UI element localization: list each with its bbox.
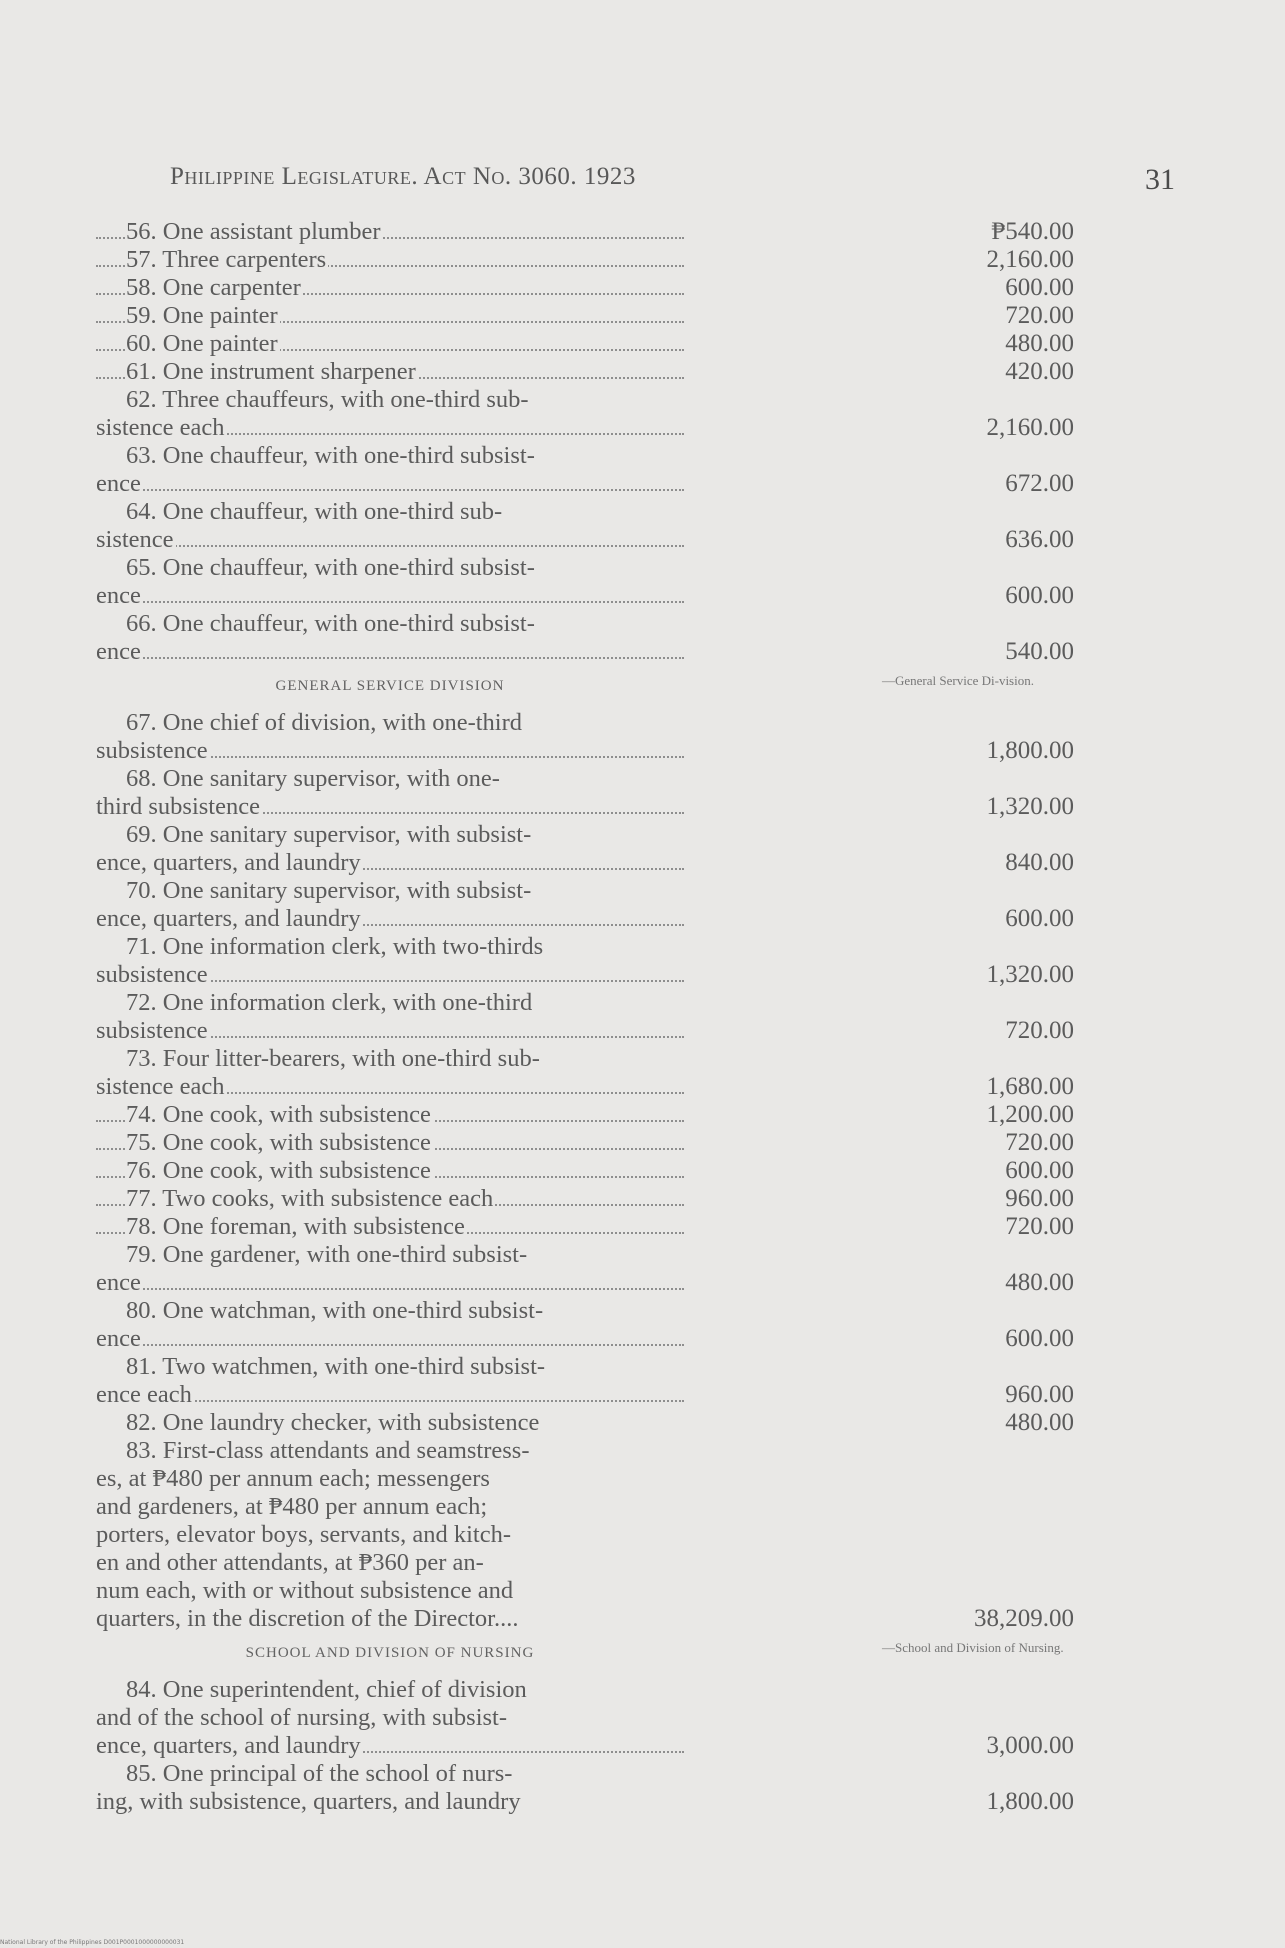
footer-stamp: National Library of the Philippines D001P0001000000000031 [0, 1939, 185, 1946]
description-text: third subsistence [96, 793, 260, 820]
description-line [96, 638, 684, 666]
description-text: 84. One superintendent, chief of division [126, 1676, 527, 1703]
line-item [96, 1157, 1074, 1185]
line-item [96, 1241, 1074, 1297]
line-item-description [96, 442, 684, 498]
amount: 600.00 [1005, 1325, 1074, 1352]
line-item-description [96, 1045, 684, 1101]
description-line [96, 1605, 684, 1633]
description-text: ence, quarters, and laundry [96, 849, 361, 876]
line-item-description [96, 1213, 684, 1241]
appropriation-list [96, 218, 1074, 1816]
description-line [96, 1157, 684, 1185]
line-item [96, 1185, 1074, 1213]
description-line [96, 989, 684, 1017]
amount: 960.00 [1005, 1381, 1074, 1408]
description-line [96, 821, 684, 849]
amount: 540.00 [1005, 638, 1074, 665]
amount: 1,200.00 [986, 1101, 1074, 1128]
amount: 600.00 [1005, 905, 1074, 932]
line-item-description [96, 1437, 684, 1633]
description-line [96, 302, 684, 330]
description-line [96, 1409, 684, 1437]
amount: 720.00 [1005, 1213, 1074, 1240]
amount: 720.00 [1005, 1017, 1074, 1044]
description-line [96, 1185, 684, 1213]
description-line [96, 849, 684, 877]
line-item [96, 1213, 1074, 1241]
description-line [96, 582, 684, 610]
line-item [96, 877, 1074, 933]
page-number: 31 [1145, 163, 1175, 196]
line-item-description [96, 709, 684, 765]
running-head: Philippine Legislature. Act No. 3060. 1923 [170, 163, 636, 190]
description-text: 68. One sanitary supervisor, with one- [126, 765, 500, 792]
line-item [96, 1437, 1074, 1633]
line-item [96, 442, 1074, 498]
description-text: sistence each [96, 1073, 225, 1100]
description-line [96, 610, 684, 638]
description-text: ence [96, 582, 141, 609]
line-item [96, 709, 1074, 765]
description-text: ence, quarters, and laundry [96, 1732, 361, 1759]
amount: 636.00 [1005, 526, 1074, 553]
line-item-description [96, 1676, 684, 1760]
description-text: subsistence [96, 737, 208, 764]
description-line [96, 1045, 684, 1073]
dot-leader [96, 601, 684, 603]
description-text: 80. One watchman, with one-third subsist- [126, 1297, 544, 1324]
amount: 420.00 [1005, 358, 1074, 385]
description-text: quarters, in the discretion of the Director.... [96, 1605, 519, 1632]
line-item-description [96, 877, 684, 933]
description-text: ing, with subsistence, quarters, and laundry [96, 1788, 521, 1815]
description-text: num each, with or without subsistence and [96, 1577, 514, 1604]
line-item [96, 302, 1074, 330]
description-text: 79. One gardener, with one-third subsist- [126, 1241, 528, 1268]
description-line [96, 709, 684, 737]
description-line [96, 1017, 684, 1045]
description-line [96, 905, 684, 933]
description-line [96, 961, 684, 989]
amount: 1,800.00 [986, 737, 1074, 764]
line-item-description [96, 1101, 684, 1129]
line-item [96, 1101, 1074, 1129]
line-item-description [96, 302, 684, 330]
description-text: es, at ₱480 per annum each; messengers [96, 1465, 490, 1492]
line-item [96, 1760, 1074, 1816]
description-text: and of the school of nursing, with subsist- [96, 1704, 508, 1731]
amount: 1,800.00 [986, 1788, 1074, 1815]
line-item [96, 765, 1074, 821]
description-line [96, 274, 684, 302]
line-item [96, 218, 1074, 246]
description-text: 64. One chauffeur, with one-third sub- [126, 498, 503, 525]
description-line [96, 765, 684, 793]
description-line [96, 1676, 684, 1704]
description-text: 65. One chauffeur, with one-third subsist- [126, 554, 535, 581]
dot-leader [96, 545, 684, 547]
description-line [96, 1760, 684, 1788]
amount: 1,320.00 [986, 961, 1074, 988]
description-line [96, 1325, 684, 1353]
description-text: subsistence [96, 961, 208, 988]
description-text: ence each [96, 1381, 192, 1408]
amount: 600.00 [1005, 1157, 1074, 1184]
description-line [96, 554, 684, 582]
description-line [96, 1437, 684, 1465]
description-line [96, 498, 684, 526]
description-text: 63. One chauffeur, with one-third subsist- [126, 442, 535, 469]
description-line [96, 1353, 684, 1381]
line-item [96, 1676, 1074, 1760]
line-item-description [96, 1409, 684, 1437]
description-text: 85. One principal of the school of nurs- [126, 1760, 513, 1787]
description-text: ence, quarters, and laundry [96, 905, 361, 932]
line-item-description [96, 498, 684, 554]
description-line [96, 1732, 684, 1760]
section-heading [96, 673, 1034, 695]
amount: ₱540.00 [991, 218, 1074, 245]
description-line [96, 1549, 684, 1577]
description-text: porters, elevator boys, servants, and kitch- [96, 1521, 512, 1548]
description-line [96, 358, 684, 386]
line-item-description [96, 1185, 684, 1213]
line-item [96, 274, 1074, 302]
section-heading-text: SCHOOL AND DIVISION OF NURSING [245, 1645, 535, 1661]
description-line [96, 414, 684, 442]
description-line [96, 470, 684, 498]
line-item [96, 1297, 1074, 1353]
description-text: 83. First-class attendants and seamstress- [126, 1437, 530, 1464]
description-text: 67. One chief of division, with one-third [126, 709, 523, 736]
section-heading [96, 1640, 1064, 1662]
description-text: 70. One sanitary supervisor, with subsist- [126, 877, 532, 904]
description-line [96, 526, 684, 554]
line-item-description [96, 1241, 684, 1297]
line-item [96, 386, 1074, 442]
line-item [96, 358, 1074, 386]
description-text: sistence each [96, 414, 225, 441]
amount: 38,209.00 [974, 1605, 1074, 1632]
description-line [96, 1129, 684, 1157]
description-line [96, 737, 684, 765]
description-text: subsistence [96, 1017, 208, 1044]
line-item [96, 1353, 1074, 1409]
description-line [96, 1465, 684, 1493]
description-text: 57. Three carpenters [126, 246, 327, 273]
section-heading-text: GENERAL SERVICE DIVISION [275, 678, 505, 694]
description-text: 81. Two watchmen, with one-third subsist- [126, 1353, 546, 1380]
description-text: 62. Three chauffeurs, with one-third sub- [126, 386, 529, 413]
description-line [96, 1241, 684, 1269]
description-text: 58. One carpenter [126, 274, 301, 301]
line-item-description [96, 933, 684, 989]
amount: 2,160.00 [986, 246, 1074, 273]
line-item [96, 246, 1074, 274]
description-line [96, 442, 684, 470]
description-line [96, 330, 684, 358]
description-line [96, 1381, 684, 1409]
description-text: 60. One painter [126, 330, 278, 357]
dot-leader [96, 1344, 684, 1346]
description-text: 69. One sanitary supervisor, with subsist- [126, 821, 532, 848]
line-item [96, 330, 1074, 358]
description-line [96, 1213, 684, 1241]
description-text: 78. One foreman, with subsistence [126, 1213, 465, 1240]
line-item-description [96, 1353, 684, 1409]
description-line [96, 1577, 684, 1605]
description-line [96, 1297, 684, 1325]
amount: 600.00 [1005, 582, 1074, 609]
line-item [96, 1045, 1074, 1101]
description-text: 71. One information clerk, with two-thirds [126, 933, 544, 960]
description-text: 73. Four litter-bearers, with one-third sub- [126, 1045, 540, 1072]
description-text: ence [96, 1325, 141, 1352]
description-text: 56. One assistant plumber [126, 218, 381, 245]
amount: 672.00 [1005, 470, 1074, 497]
amount: 480.00 [1005, 1409, 1074, 1436]
line-item [96, 498, 1074, 554]
amount: 720.00 [1005, 1129, 1074, 1156]
description-text: sistence [96, 526, 174, 553]
amount: 960.00 [1005, 1185, 1074, 1212]
line-item [96, 610, 1074, 666]
description-text: 74. One cook, with subsistence [126, 1101, 431, 1128]
dot-leader [96, 1288, 684, 1290]
amount: 1,680.00 [986, 1073, 1074, 1100]
line-item [96, 1409, 1074, 1437]
line-item-description [96, 246, 684, 274]
line-item [96, 933, 1074, 989]
description-line [96, 1101, 684, 1129]
amount: 3,000.00 [986, 1732, 1074, 1759]
description-line [96, 793, 684, 821]
amount: 480.00 [1005, 330, 1074, 357]
description-line [96, 933, 684, 961]
description-line [96, 1704, 684, 1732]
description-line [96, 1073, 684, 1101]
description-text: en and other attendants, at ₱360 per an- [96, 1549, 484, 1576]
line-item [96, 554, 1074, 610]
dot-leader [96, 489, 684, 491]
description-text: 82. One laundry checker, with subsistence [126, 1409, 540, 1436]
amount: 600.00 [1005, 274, 1074, 301]
line-item-description [96, 765, 684, 821]
description-line [96, 1788, 684, 1816]
line-item [96, 1129, 1074, 1157]
description-text: 66. One chauffeur, with one-third subsist- [126, 610, 535, 637]
description-text: 72. One information clerk, with one-third [126, 989, 533, 1016]
line-item-description [96, 274, 684, 302]
line-item-description [96, 358, 684, 386]
amount: 480.00 [1005, 1269, 1074, 1296]
description-text: 76. One cook, with subsistence [126, 1157, 431, 1184]
dot-leader [96, 657, 684, 659]
line-item-description [96, 330, 684, 358]
amount: 2,160.00 [986, 414, 1074, 441]
line-item-description [96, 1129, 684, 1157]
margin-note: —School and Division of Nursing. [882, 1640, 1064, 1655]
amount: 840.00 [1005, 849, 1074, 876]
line-item [96, 989, 1074, 1045]
description-text: 77. Two cooks, with subsistence each [126, 1185, 494, 1212]
amount: 720.00 [1005, 302, 1074, 329]
line-item-description [96, 610, 684, 666]
line-item-description [96, 218, 684, 246]
line-item [96, 821, 1074, 877]
description-line [96, 877, 684, 905]
line-item-description [96, 1297, 684, 1353]
line-item-description [96, 1760, 684, 1816]
amount: 1,320.00 [986, 793, 1074, 820]
description-text: 75. One cook, with subsistence [126, 1129, 431, 1156]
description-line [96, 1269, 684, 1297]
line-item-description [96, 554, 684, 610]
line-item-description [96, 821, 684, 877]
description-line [96, 246, 684, 274]
description-text: and gardeners, at ₱480 per annum each; [96, 1493, 488, 1520]
line-item-description [96, 989, 684, 1045]
description-text: ence [96, 638, 141, 665]
line-item-description [96, 1157, 684, 1185]
description-line [96, 1493, 684, 1521]
description-text: ence [96, 1269, 141, 1296]
description-text: 59. One painter [126, 302, 278, 329]
description-line [96, 218, 684, 246]
description-line [96, 1521, 684, 1549]
line-item-description [96, 386, 684, 442]
description-text: ence [96, 470, 141, 497]
description-text: 61. One instrument sharpener [126, 358, 416, 385]
description-line [96, 386, 684, 414]
margin-note: —General Service Di-vision. [882, 673, 1034, 688]
